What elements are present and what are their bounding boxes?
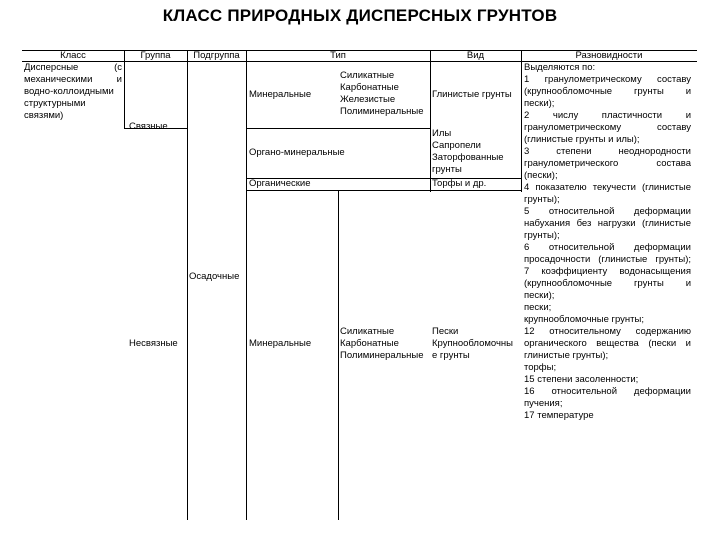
subgroup-sedimentary: Осадочные	[189, 271, 240, 282]
varieties-line: 4 показателю текучести (глинистые	[524, 182, 691, 193]
class-line: связями)	[24, 110, 64, 121]
subtype-item: Полиминеральные	[340, 350, 424, 361]
varieties-line: 7 коэффициенту водонасыщения	[524, 266, 691, 277]
varieties-line: Выделяются по:	[524, 62, 596, 73]
header-group: Группа	[140, 50, 171, 61]
varieties-line: (глинистые грунты и илы);	[524, 134, 640, 145]
subtype-item: Карбонатные	[340, 82, 399, 93]
header-class: Класс	[60, 50, 86, 61]
varieties-line: грунты);	[524, 194, 560, 205]
varieties-line: 17 температуре	[524, 410, 594, 421]
varieties-line: крупнообломочные грунты;	[524, 314, 644, 325]
subtype-item: Карбонатные	[340, 338, 399, 349]
header-type: Тип	[330, 50, 346, 61]
header-kind: Вид	[466, 50, 485, 61]
varieties-line: 1 гранулометрическому составу	[524, 74, 691, 85]
type-organo-mineral: Органо-минеральные	[249, 147, 345, 158]
subgroup-column-line	[187, 61, 188, 520]
header-varieties: Разновидности	[575, 50, 643, 61]
subtype-item: Железистые	[340, 94, 396, 105]
varieties-line: гранулометрическому составу	[524, 122, 691, 133]
type-separator	[246, 190, 521, 191]
varieties-line: глинистые грунты);	[524, 350, 609, 361]
varieties-line: (крупнообломочные грунты и	[524, 86, 691, 97]
kind-coarse-item: Пески	[432, 326, 459, 337]
varieties-line: 2 числу пластичности и	[524, 110, 691, 121]
header-subgroup: Подгруппа	[193, 50, 240, 61]
subtype-column-line	[338, 190, 339, 520]
varieties-line: (пески);	[524, 170, 558, 181]
group-unbonded: Несвязные	[129, 338, 178, 349]
group-column-line	[124, 61, 125, 128]
type-separator	[246, 128, 430, 129]
varieties-list	[524, 62, 691, 422]
varieties-line: грунты);	[524, 230, 560, 241]
type-mineral: Минеральные	[249, 89, 312, 100]
varieties-line: 3 степени неоднородности	[524, 146, 691, 157]
varieties-line: 6 относительной деформации	[524, 242, 691, 253]
class-line: механическими и	[24, 74, 122, 85]
varieties-line: 12 относительному содержанию	[524, 326, 691, 337]
subtype-item: Силикатные	[340, 326, 395, 337]
class-line: Дисперсные (с	[24, 62, 122, 73]
group-bonded: Связные	[129, 121, 168, 132]
type-column-line	[246, 61, 247, 520]
class-line: структурными	[24, 98, 86, 109]
kind-organo-item: Заторфованные	[432, 152, 504, 163]
kind-clay: Глинистые грунты	[432, 89, 512, 100]
varieties-line: пески);	[524, 98, 555, 109]
kind-column-line	[430, 61, 431, 192]
class-cell	[24, 62, 122, 122]
varieties-line: 5 относительной деформации	[524, 206, 691, 217]
page-title: КЛАСС ПРИРОДНЫХ ДИСПЕРСНЫХ ГРУНТОВ	[162, 6, 558, 25]
type-organic: Органические	[249, 178, 311, 189]
varieties-line: пески;	[524, 302, 552, 313]
kind-organo-item: Сапропели	[432, 140, 481, 151]
kind-coarse-item: Крупнообломочны	[432, 338, 513, 349]
subtype-item: Силикатные	[340, 70, 395, 81]
varieties-line: (крупнообломочные грунты и	[524, 278, 691, 289]
varieties-line: органического вещества (пески и	[524, 338, 691, 349]
kind-coarse-item: е грунты	[432, 350, 470, 361]
kind-organo-item: Илы	[432, 128, 452, 139]
varieties-line: пески);	[524, 290, 555, 301]
class-line: водно-коллоидными	[24, 86, 114, 97]
varieties-line: набухания без нагрузки (глинистые	[524, 218, 691, 229]
varieties-column-line	[521, 61, 522, 192]
varieties-line: 16 относительной деформации	[524, 386, 691, 397]
kind-organo-item: грунты	[432, 164, 462, 175]
subtype-item: Полиминеральные	[340, 106, 424, 117]
kind-peat: Торфы и др.	[432, 178, 487, 189]
varieties-line: торфы;	[524, 362, 557, 373]
varieties-line: просадочности (глинистые грунты);	[524, 254, 691, 265]
varieties-line: пучения;	[524, 398, 563, 409]
type-mineral-bottom: Минеральные	[249, 338, 312, 349]
varieties-line: гранулометрического состава	[524, 158, 691, 169]
varieties-line: 15 степени засоленности;	[524, 374, 639, 385]
